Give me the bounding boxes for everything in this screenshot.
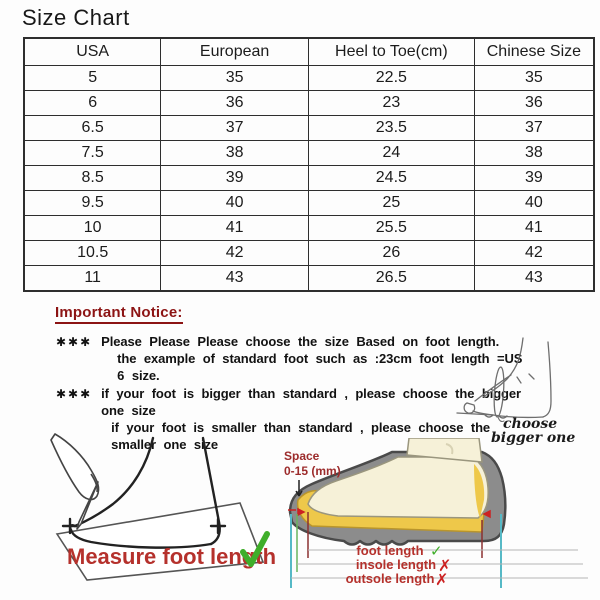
table-cell: 6.5 xyxy=(24,116,161,141)
cross-icon: ✗ xyxy=(438,558,452,575)
table-cell: 22.5 xyxy=(308,66,474,91)
choose-bigger-label-line1: choose xyxy=(503,416,558,432)
foot-length-label: foot length xyxy=(356,543,424,558)
table-cell: 6 xyxy=(24,91,161,116)
table-cell: 26 xyxy=(308,241,474,266)
notice-line: if your foot is bigger than standard , please choose the bigger one size xyxy=(101,386,521,418)
table-cell: 24.5 xyxy=(308,166,474,191)
outsole-length-label: outsole length xyxy=(345,571,435,586)
size-table xyxy=(23,37,595,292)
table-row xyxy=(24,266,594,292)
foot-outline xyxy=(457,338,551,422)
table-cell: 40 xyxy=(161,191,309,216)
table-row xyxy=(24,191,594,216)
table-cell: 41 xyxy=(474,216,594,241)
table-cell: 23.5 xyxy=(308,116,474,141)
asterisk-bullet-icon: ✱✱✱ xyxy=(56,387,93,401)
table-row xyxy=(24,66,594,91)
table-cell: 10 xyxy=(24,216,161,241)
table-cell: 37 xyxy=(161,116,309,141)
hand-with-pen xyxy=(51,434,99,529)
choose-bigger-label-line2: bigger one xyxy=(491,430,576,445)
table-cell: 43 xyxy=(474,266,594,292)
column-header-usa: USA xyxy=(24,38,161,66)
column-header-heel-to-toe: Heel to Toe(cm) xyxy=(308,38,474,66)
notice-line: the example of standard foot such as :23cm foot length =US 6 size. xyxy=(117,351,523,383)
table-cell: 41 xyxy=(161,216,309,241)
table-cell: 39 xyxy=(161,166,309,191)
table-row xyxy=(24,216,594,241)
table-row xyxy=(24,91,594,116)
shoe-cross-section-diagram xyxy=(278,438,600,600)
table-cell: 36 xyxy=(474,91,594,116)
notice-line: Please Please Please choose the size Based on foot length. xyxy=(101,334,500,349)
column-header-chinese-size: Chinese Size xyxy=(474,38,594,66)
table-cell: 10.5 xyxy=(24,241,161,266)
table-cell: 25.5 xyxy=(308,216,474,241)
space-label-line2: 0-15 (mm) xyxy=(284,464,341,478)
table-cell: 38 xyxy=(161,141,309,166)
asterisk-bullet-icon: ✱✱✱ xyxy=(56,335,93,349)
measure-foot-length-label: Measure foot length xyxy=(67,544,277,569)
table-cell: 43 xyxy=(161,266,309,292)
table-cell: 39 xyxy=(474,166,594,191)
notice-line: if your foot is smaller than standard , please choose the smaller one size xyxy=(111,420,491,452)
table-cell: 35 xyxy=(161,66,309,91)
important-notice-heading: Important Notice: xyxy=(55,304,183,324)
table-cell: 23 xyxy=(308,91,474,116)
table-cell: 11 xyxy=(24,266,161,292)
table-body xyxy=(24,66,594,292)
space-label-line1: Space xyxy=(284,449,320,463)
space-arrow-icon xyxy=(296,480,302,496)
table-cell: 8.5 xyxy=(24,166,161,191)
insole-length-label: insole length xyxy=(355,557,437,572)
table-row xyxy=(24,241,594,266)
column-header-european: European xyxy=(161,38,309,66)
table-cell: 5 xyxy=(24,66,161,91)
table-cell: 38 xyxy=(474,141,594,166)
table-row xyxy=(24,116,594,141)
table-row xyxy=(24,141,594,166)
check-icon: ✓ xyxy=(430,543,443,560)
cross-icon: ✗ xyxy=(435,572,449,589)
table-cell: 37 xyxy=(474,116,594,141)
table-cell: 26.5 xyxy=(308,266,474,292)
table-row xyxy=(24,166,594,191)
table-cell: 7.5 xyxy=(24,141,161,166)
table-header-row xyxy=(24,38,594,66)
table-cell: 42 xyxy=(161,241,309,266)
table-cell: 9.5 xyxy=(24,191,161,216)
table-cell: 42 xyxy=(474,241,594,266)
measure-foot-illustration xyxy=(35,430,285,600)
table-cell: 25 xyxy=(308,191,474,216)
table-cell: 24 xyxy=(308,141,474,166)
foot-measure-sketch xyxy=(455,325,600,445)
table-cell: 35 xyxy=(474,66,594,91)
table-cell: 40 xyxy=(474,191,594,216)
table-cell: 36 xyxy=(161,91,309,116)
page-title: Size Chart xyxy=(22,5,130,30)
